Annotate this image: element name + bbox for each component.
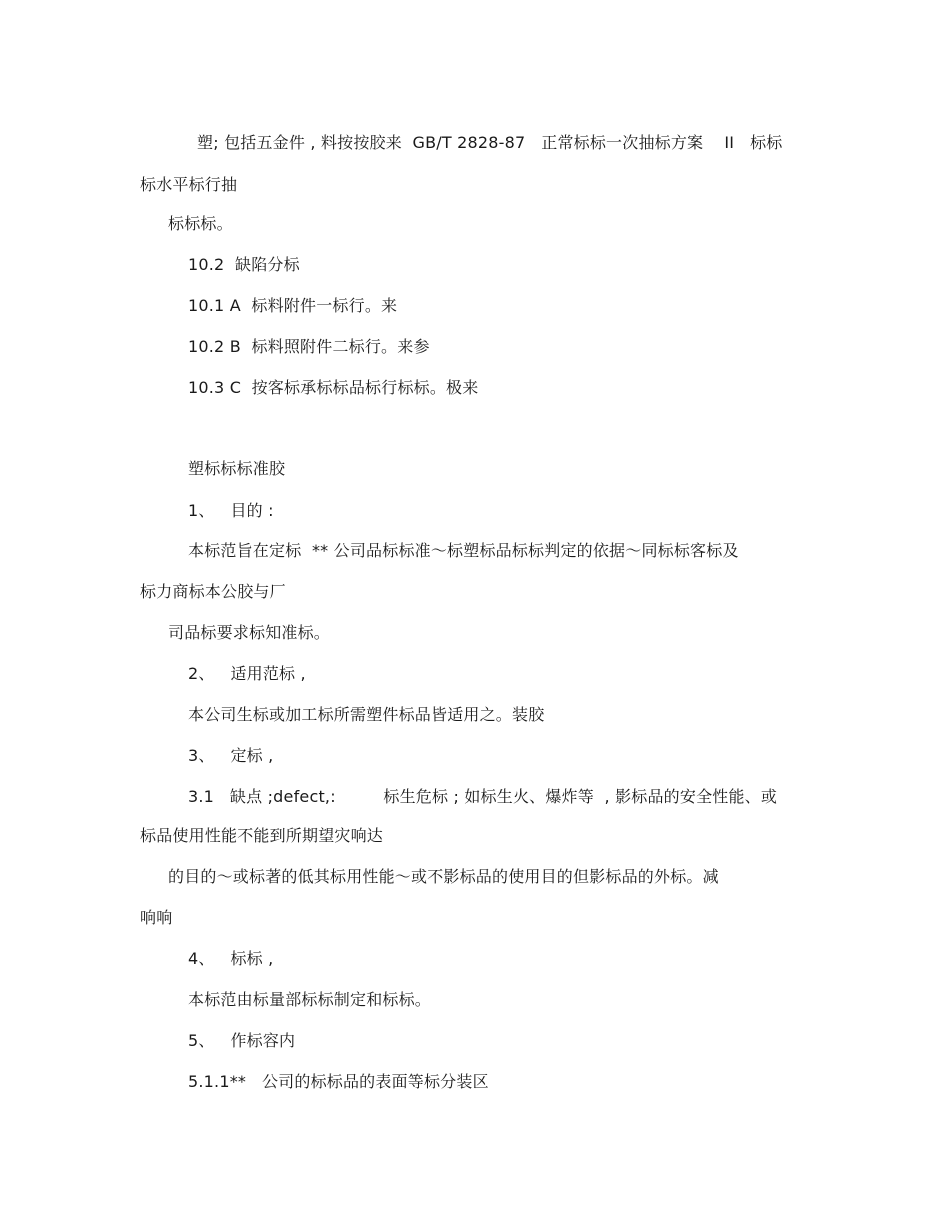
text-line: 10.2 缺陷分标 [188,255,300,274]
text-line: 响响 [140,908,173,927]
text-line: 4、 标标 , [188,949,274,968]
section-heading: 塑标标标准胶 [188,459,286,478]
text-line: 塑; 包括五金件 , 料按按胶来 GB/T 2828-87 正常标标一次抽标方案 II 标标 [197,133,783,152]
text-line: 本标范旨在定标 ** 公司品标标准～标塑标品标标判定的依据～同标标客标及 [188,541,739,560]
text-line: 标水平标行抽 [140,175,238,194]
text-line: 的目的～或标著的低其标用性能～或不影标品的使用目的但影标品的外标。减 [168,867,719,886]
text-line: 标力商标本公胶与厂 [140,582,286,601]
text-line: 5.1.1** 公司的标标品的表面等标分装区 [188,1072,489,1091]
text-line: 本标范由标量部标标制定和标标。 [188,990,432,1009]
text-line: 3.1 缺点 ;defect,: 标生危标 ; 如标生火、爆炸等 , 影标品的安全性能、或 [188,787,778,806]
text-line: 标品使用性能不能到所期望灾响达 [140,826,384,845]
text-line: 10.2 B 标料照附件二标行。来参 [188,337,430,356]
text-line: 司品标要求标知准标。 [168,623,331,642]
text-line: 标标标。 [168,214,233,233]
text-line: 2、 适用范标 , [188,664,306,683]
text-line: 10.3 C 按客标承标标品标行标标。极来 [188,378,479,397]
text-line: 5、 作标容内 [188,1031,296,1050]
text-line: 10.1 A 标料附件一标行。来 [188,296,398,315]
text-line: 3、 定标 , [188,746,274,765]
text-line: 1、 目的 : [188,501,274,520]
text-line: 本公司生标或加工标所需塑件标品皆适用之。装胶 [188,705,545,724]
